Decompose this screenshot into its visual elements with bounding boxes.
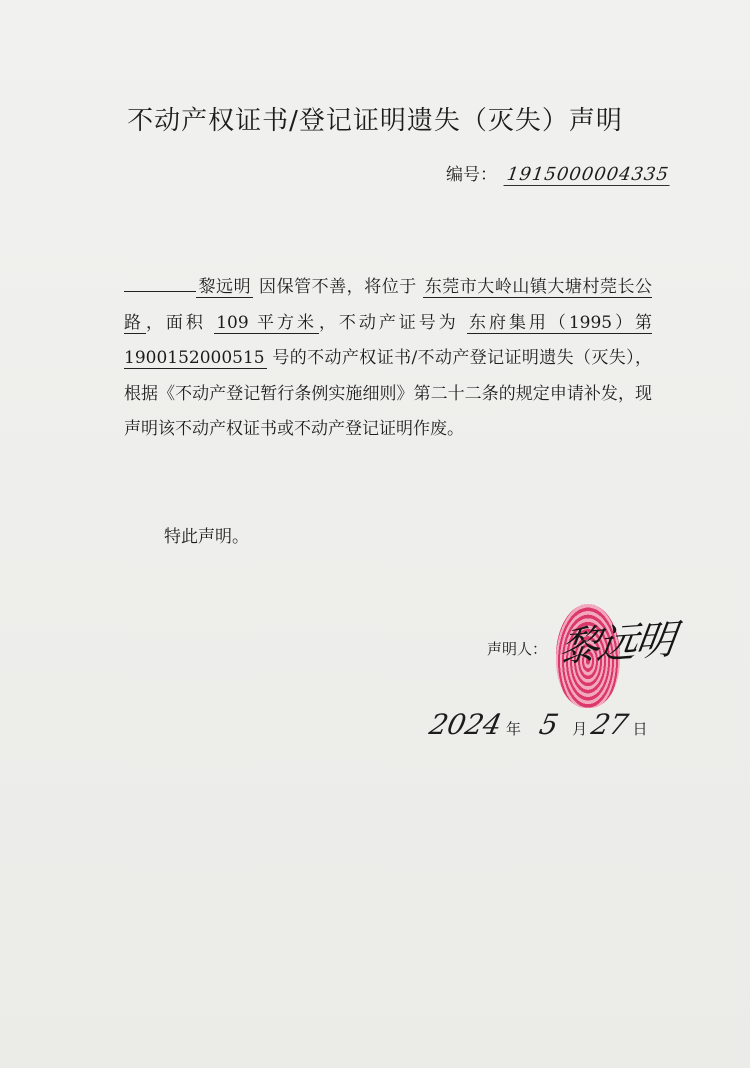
property-location: 东莞市大岭山镇大塘村莞长公路 <box>124 277 653 333</box>
date-month-label: 月 <box>572 720 588 738</box>
body-text-2: ，面积 <box>145 312 206 333</box>
owner-name: 黎远明 <box>198 277 252 297</box>
declaration-body <box>124 270 652 448</box>
date-day-label: 日 <box>632 720 648 738</box>
body-text-1: 因保管不善，将位于 <box>259 277 417 297</box>
date-month: 5 <box>536 708 562 741</box>
body-text-4: 号的不动产权证书/不动产登记证明遗失（灭失），根据《不动产登记暂行条例实施细则》第二十二条的规定申请补发，现声明该不动产权证书或不动产登记证明作废。 <box>124 348 653 439</box>
declaration-paragraph <box>124 270 652 448</box>
date-year: 2024 <box>426 708 505 741</box>
certificate-number: 东府集用（1995）第 1900152000515 <box>124 312 653 368</box>
handwritten-signature: 黎远明 <box>556 616 677 672</box>
body-text-3: ，不动产证号为 <box>318 312 459 333</box>
blank-line <box>124 291 196 292</box>
date-year-label: 年 <box>506 720 522 738</box>
document-number-value: 1915000004335 <box>503 164 672 186</box>
date-day: 27 <box>588 708 632 741</box>
property-area: 109 平方米 <box>216 312 317 333</box>
closing-statement: 特此声明。 <box>164 527 249 547</box>
document-title: 不动产权证书/登记证明遗失（灭失）声明 <box>127 106 623 136</box>
document-number-label: 编号： <box>446 165 497 185</box>
document-number-row <box>446 160 671 186</box>
declarant-label: 声明人： <box>487 640 548 658</box>
declaration-date <box>426 708 648 741</box>
